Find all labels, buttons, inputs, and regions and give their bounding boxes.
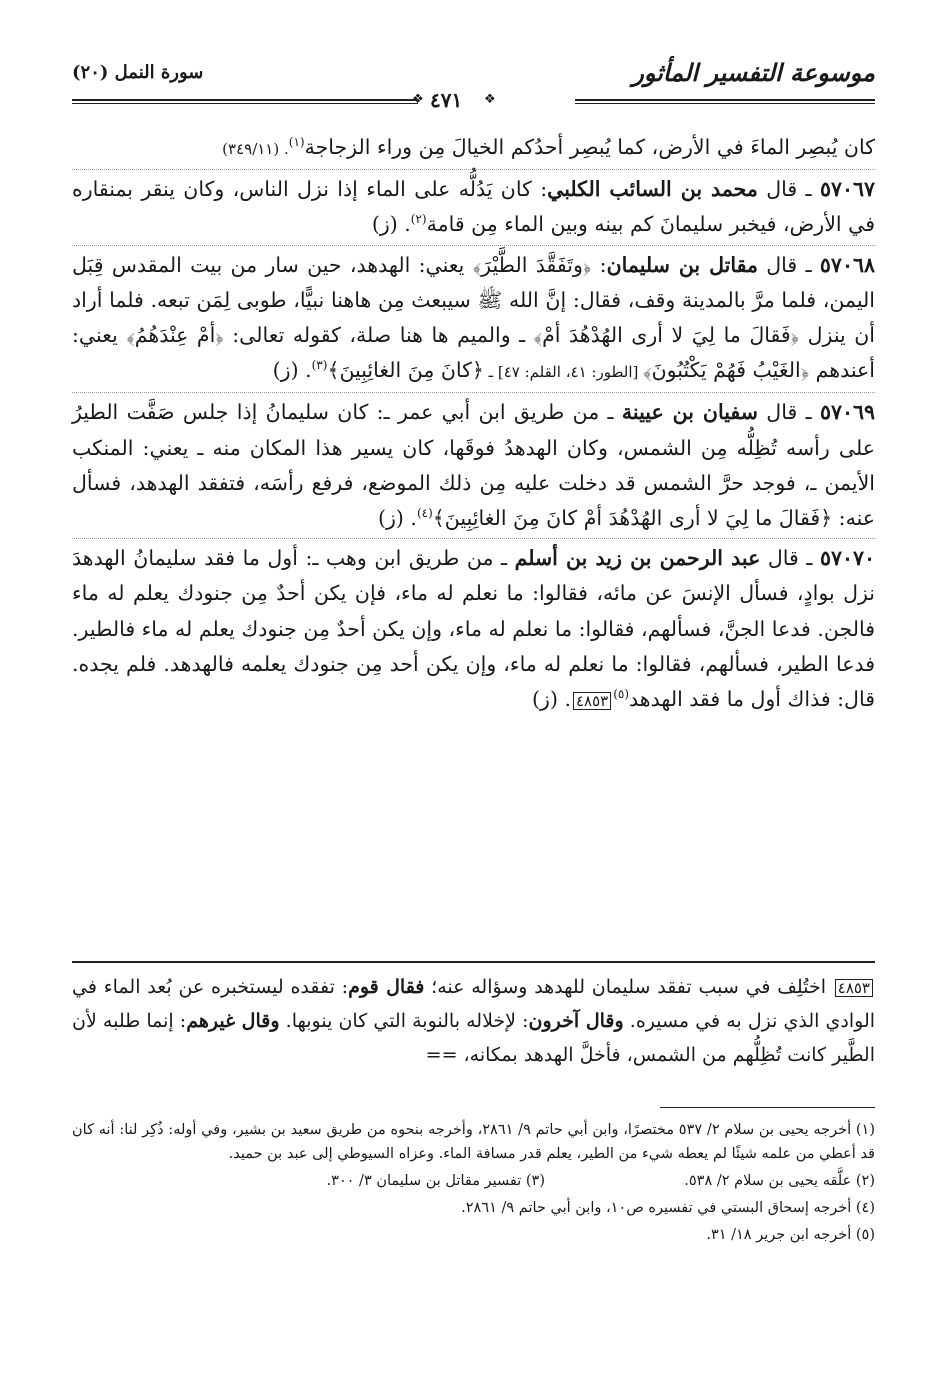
quran-quote: : ﴿وتَفَقَّدَ الطَّيْرَ﴾ xyxy=(472,252,607,277)
narration-number: ٥٧٠٧٠ xyxy=(819,546,875,571)
ornament-icon: ❖ xyxy=(412,92,424,107)
note-separator xyxy=(72,961,875,963)
quran-quote: ﴿الغَيْبُ فَهُمْ يَكْتُبُونَ﴾ xyxy=(643,358,810,383)
footnote-ref[interactable]: (٤) xyxy=(416,506,433,521)
entry-continuation: كان يُبصِر الماءَ في الأرض، كما يُبصِر أحدُكم الخيالَ مِن وراء الزجاجة$^{(١)}$. (٣٤٩/١١) xyxy=(222,135,875,159)
narrator-name: محمد بن السائب الكلبي xyxy=(547,177,758,202)
ornament-icon: ❖ xyxy=(484,92,496,107)
editor-note-ref[interactable]: ٤٨٥٣ xyxy=(573,692,611,710)
footnote-ref[interactable]: (٣) xyxy=(311,358,328,373)
footnotes xyxy=(72,1118,875,1250)
surah-title: سورة النمل (٢٠) xyxy=(72,62,204,83)
quran-quote: ﴿كانَ مِنَ الغائِبِينَ﴾ xyxy=(327,358,484,383)
page-header xyxy=(72,58,875,110)
narration-entry: ٥٧٠٦٧ ـ قال محمد بن السائب الكلبي: كان يَدُلُّه على الماء إذا نزل الناس، وكان ينقر بمنقاره في الأرض، فيخبر سليمانَ كم بينه وبين الماء مِن قامة$^{(٢)}$. (ز) xyxy=(72,169,875,242)
footnote: (٢) علَّقه يحيى بن سلام ٢/ ٥٣٨. xyxy=(684,1173,875,1189)
page-number: ٤٧١ xyxy=(430,88,463,112)
source-ref: . (٣٤٩/١١) xyxy=(222,140,289,158)
narrator-name: سفيان بن عيينة xyxy=(621,400,758,425)
source-ref: . (ز) xyxy=(272,358,312,383)
source-ref: . (ز) xyxy=(378,506,417,531)
narration-entry: ٥٧٠٦٩ ـ قال سفيان بن عيينة ـ من طريق ابن أبي عمر ـ: كان سليمانُ إذا جلس صَفَّت الطيرُ على رأسه تُظِلُّه مِن الشمس، وكان الهدهدُ فوقَها، كان يسير هذا المكان منه ـ يعني: المنكب الأيمن ـ، فوجد حرَّ الشمس قد دخلت عليه مِن ذلك الموضع، فرفع رأسَه، فتفقد الهدهد، فسأل عنه: ﴿فَقالَ ما لِيَ لا أرى الهُدْهُدَ أمْ كانَ مِنَ الغائِبِينَ﴾$^{(٤)}$. (ز) xyxy=(72,392,875,536)
footnote-ref[interactable]: (٥) xyxy=(613,687,630,702)
header-rule xyxy=(575,99,875,101)
header-rule xyxy=(72,99,418,101)
opinion-label: وقال آخرون xyxy=(528,1010,624,1032)
footnote: (٣) تفسير مقاتل بن سليمان ٣/ ٣٠٠. xyxy=(326,1173,545,1189)
editor-note-number: ٤٨٥٣ xyxy=(835,979,873,997)
opinion-label: وقال غيرهم xyxy=(186,1010,280,1032)
opinion-label: فقال قوم xyxy=(348,976,425,998)
source-ref: . (ز) xyxy=(371,212,411,237)
quran-quote: ﴿فَقالَ ما لِيَ لا أرى الهُدْهُدَ أمْ كانَ مِنَ الغائِبِينَ﴾ xyxy=(432,506,833,531)
footnote: (١) أخرجه يحيى بن سلام ٢/ ٥٣٧ مختصرًا، وابن أبي حاتم ٩/ ٢٨٦١، وأخرجه بنحوه من طريق سعيد بن بشير، وفي أوله: ذُكِر لنا: أنه كان قد أعطي من علمه شيئًا لم يعطه شيء من الطير، يعلم قدر مسافة الماء. وعزاه السيوطي إلى عبد بن حميد. xyxy=(72,1122,875,1162)
footnote-ref[interactable]: (٢) xyxy=(410,212,427,227)
quran-quote: ﴿فَقالَ ما لِيَ لا أرى الهُدْهُدَ أمْ﴾ xyxy=(533,323,800,348)
quran-quote: ﴿أمْ عِنْدَهُمُ﴾ xyxy=(126,323,224,348)
main-text xyxy=(72,130,875,719)
narration-entry: ٥٧٠٧٠ ـ قال عبد الرحمن بن زيد بن أسلم ـ من طريق ابن وهب ـ: أول ما فقد سليمانُ الهدهدَ نزل بوادٍ، فسأل الإنسَ عن مائه، فقالوا: ما نعلم له ماء، فإن يكن أحدٌ مِن جنودك يعلم له ماء فالجن. فدعا الجنَّ، فسألهم، فقالوا: ما نعلم له ماء، وإن يكن أحدٌ مِن جنودك يعلم له ماء فالطير. فدعا الطير، فسألهم، فقالوا: ما نعلم له ماء، وإن يكن أحد مِن جنودك يعلمه فالهدهد. فلم يجده. قال: فذاك أول ما فقد الهدهد$^{(٥)}$٤٨٥٣. (ز) xyxy=(72,538,875,717)
footnote: (٤) أخرجه إسحاق البستي في تفسيره ص١٠، وابن أبي حاتم ٩/ ٢٨٦١. xyxy=(461,1200,875,1216)
narration-number: ٥٧٠٦٧ xyxy=(819,177,875,202)
footnote-ref[interactable]: (١) xyxy=(288,135,305,150)
book-title: موسوعة التفسير المأثور xyxy=(632,58,875,87)
source-ref: . (ز) xyxy=(532,687,571,712)
narrator-name: عبد الرحمن بن زيد بن أسلم xyxy=(514,546,761,571)
narration-number: ٥٧٠٦٩ xyxy=(819,400,876,425)
footnote: (٥) أخرجه ابن جرير ١٨/ ٣١. xyxy=(706,1227,875,1243)
narrator-name: مقاتل بن سليمان xyxy=(606,252,758,277)
narration-entry: ٥٧٠٦٨ ـ قال مقاتل بن سليمان: ﴿وتَفَقَّدَ الطَّيْرَ﴾ يعني: الهدهد، حين سار من بيت المقدس قِبَل اليمن، فلما مرَّ بالمدينة وقف، فقال: إنَّ الله ﷺ سيبعث مِن هاهنا نبيًّا، طوبى لِمَن تبعه. فلما أراد أن ينزل ﴿فَقالَ ما لِيَ لا أرى الهُدْهُدَ أمْ﴾ ـ والميم ها هنا صلة، كقوله تعالى: ﴿أمْ عِنْدَهُمُ﴾ يعني: أعندهم ﴿الغَيْبُ فَهُمْ يَكْتُبُونَ﴾ [الطور: ٤١، القلم: ٤٧] ـ ﴿كانَ مِنَ الغائِبِينَ﴾$^{(٣)}$. (ز) xyxy=(72,245,875,391)
verse-ref: [الطور: ٤١، القلم: ٤٧] ـ xyxy=(483,363,644,382)
footnote-separator xyxy=(660,1107,875,1108)
footnote-row xyxy=(72,1169,875,1193)
narration-number: ٥٧٠٦٨ xyxy=(819,252,875,277)
editor-note: ٤٨٥٣ اختُلِف في سبب تفقد سليمان للهدهد وسؤاله عنه؛ فقال قوم: تفقده ليستخبره عن بُعد الماء في الوادي الذي نزل به في مسيره. وقال آخرون: لإخلاله بالنوبة التي كان ينوبها. وقال غيرهم: إنما طلبه لأن الطَّير كانت تُظِلُّهم من الشمس، فأخلَّ الهدهد بمكانه، == xyxy=(72,976,876,1066)
